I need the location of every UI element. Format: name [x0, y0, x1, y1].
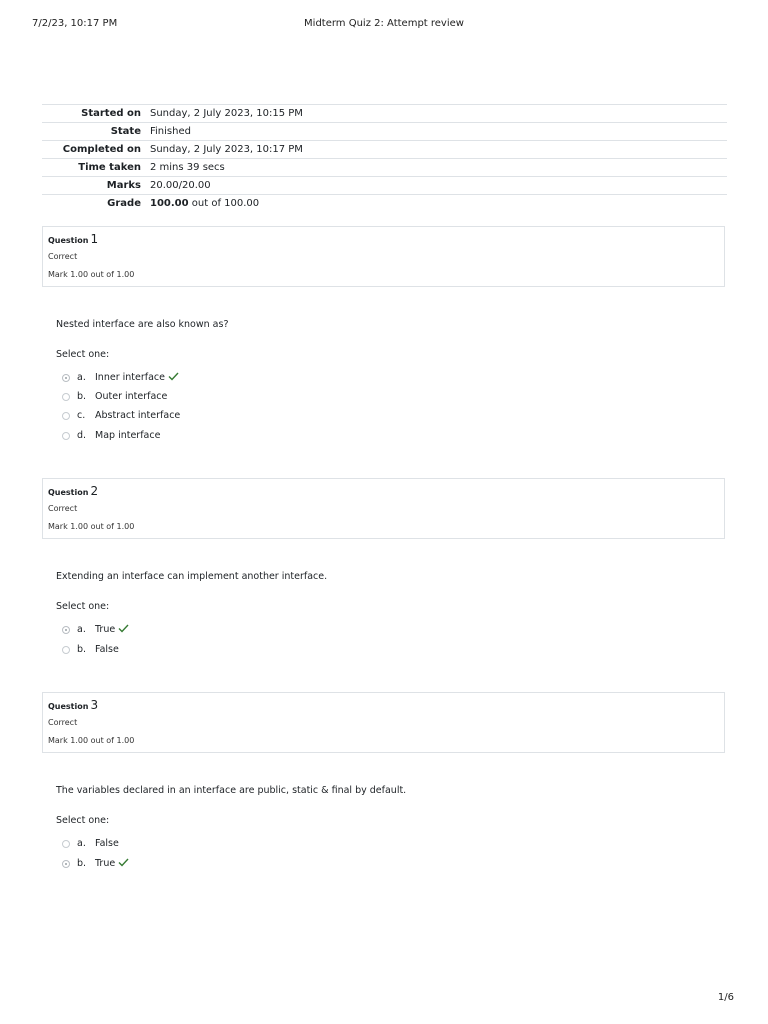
- option-text: Outer interface: [95, 391, 168, 402]
- print-header: [32, 18, 736, 32]
- summary-row-grade: [42, 195, 727, 213]
- question-info-3: [42, 692, 725, 753]
- option-text: True: [95, 858, 116, 869]
- summary-label: Completed on: [42, 141, 150, 159]
- option-text: Inner interface: [95, 372, 165, 383]
- print-date: 7/2/23, 10:17 PM: [32, 18, 118, 29]
- correct-check-icon: [168, 372, 179, 381]
- option-letter: b.: [77, 644, 87, 655]
- correct-check-icon: [118, 858, 129, 867]
- print-title: Midterm Quiz 2: Attempt review: [304, 18, 464, 29]
- radio-button[interactable]: [62, 646, 70, 654]
- question-number: [48, 232, 98, 246]
- question-number-value: 2: [90, 484, 99, 498]
- option-text: False: [95, 838, 119, 849]
- correct-check-icon: [118, 624, 129, 633]
- option-text: Abstract interface: [95, 410, 181, 421]
- option-letter: a.: [77, 838, 86, 849]
- option-text-wrap: [95, 624, 129, 635]
- option-letter: b.: [77, 858, 87, 869]
- select-one-prompt: Select one:: [56, 815, 110, 826]
- summary-value: 2 mins 39 secs: [150, 159, 727, 177]
- summary-value: Finished: [150, 123, 727, 141]
- summary-label: State: [42, 123, 150, 141]
- option-letter: b.: [77, 391, 87, 402]
- question-text: Extending an interface can implement another interface.: [56, 571, 328, 582]
- grade-score: 100.00: [150, 198, 189, 209]
- summary-value: [150, 195, 727, 213]
- question-state: Correct: [48, 252, 78, 261]
- option-text-wrap: [95, 372, 179, 383]
- option-letter: d.: [77, 430, 87, 441]
- summary-value: Sunday, 2 July 2023, 10:15 PM: [150, 105, 727, 123]
- radio-button[interactable]: [62, 412, 70, 420]
- radio-button[interactable]: [62, 374, 70, 382]
- question-label: Question: [48, 702, 89, 711]
- option-text-wrap: [95, 858, 129, 869]
- grade-suffix: out of 100.00: [188, 198, 260, 209]
- radio-button[interactable]: [62, 626, 70, 634]
- question-number: [48, 484, 98, 498]
- question-number-value: 1: [90, 232, 99, 246]
- question-mark: Mark 1.00 out of 1.00: [48, 522, 135, 531]
- summary-row-time-taken: [42, 159, 727, 177]
- select-one-prompt: Select one:: [56, 601, 110, 612]
- question-info-1: [42, 226, 725, 287]
- option-letter: c.: [77, 410, 86, 421]
- summary-row-started: [42, 105, 727, 123]
- select-one-prompt: Select one:: [56, 349, 110, 360]
- attempt-summary-table: [42, 104, 727, 212]
- summary-row-state: [42, 123, 727, 141]
- question-mark: Mark 1.00 out of 1.00: [48, 736, 135, 745]
- summary-label: Marks: [42, 177, 150, 195]
- question-label: Question: [48, 488, 89, 497]
- summary-row-marks: [42, 177, 727, 195]
- option-letter: a.: [77, 372, 86, 383]
- option-text: False: [95, 644, 119, 655]
- radio-button[interactable]: [62, 393, 70, 401]
- question-state: Correct: [48, 718, 78, 727]
- summary-label: Time taken: [42, 159, 150, 177]
- radio-button[interactable]: [62, 860, 70, 868]
- question-mark: Mark 1.00 out of 1.00: [48, 270, 135, 279]
- summary-label: Grade: [42, 195, 150, 213]
- summary-value: Sunday, 2 July 2023, 10:17 PM: [150, 141, 727, 159]
- summary-label: Started on: [42, 105, 150, 123]
- option-letter: a.: [77, 624, 86, 635]
- question-text: The variables declared in an interface are public, static & final by default.: [56, 785, 407, 796]
- page-number: 1/6: [717, 992, 734, 1003]
- question-text: Nested interface are also known as?: [56, 319, 229, 330]
- option-text: Map interface: [95, 430, 161, 441]
- option-text: True: [95, 624, 116, 635]
- summary-row-completed: [42, 141, 727, 159]
- question-label: Question: [48, 236, 89, 245]
- question-number: [48, 698, 98, 712]
- question-info-2: [42, 478, 725, 539]
- radio-button[interactable]: [62, 432, 70, 440]
- summary-value: 20.00/20.00: [150, 177, 727, 195]
- question-state: Correct: [48, 504, 78, 513]
- question-number-value: 3: [90, 698, 99, 712]
- radio-button[interactable]: [62, 840, 70, 848]
